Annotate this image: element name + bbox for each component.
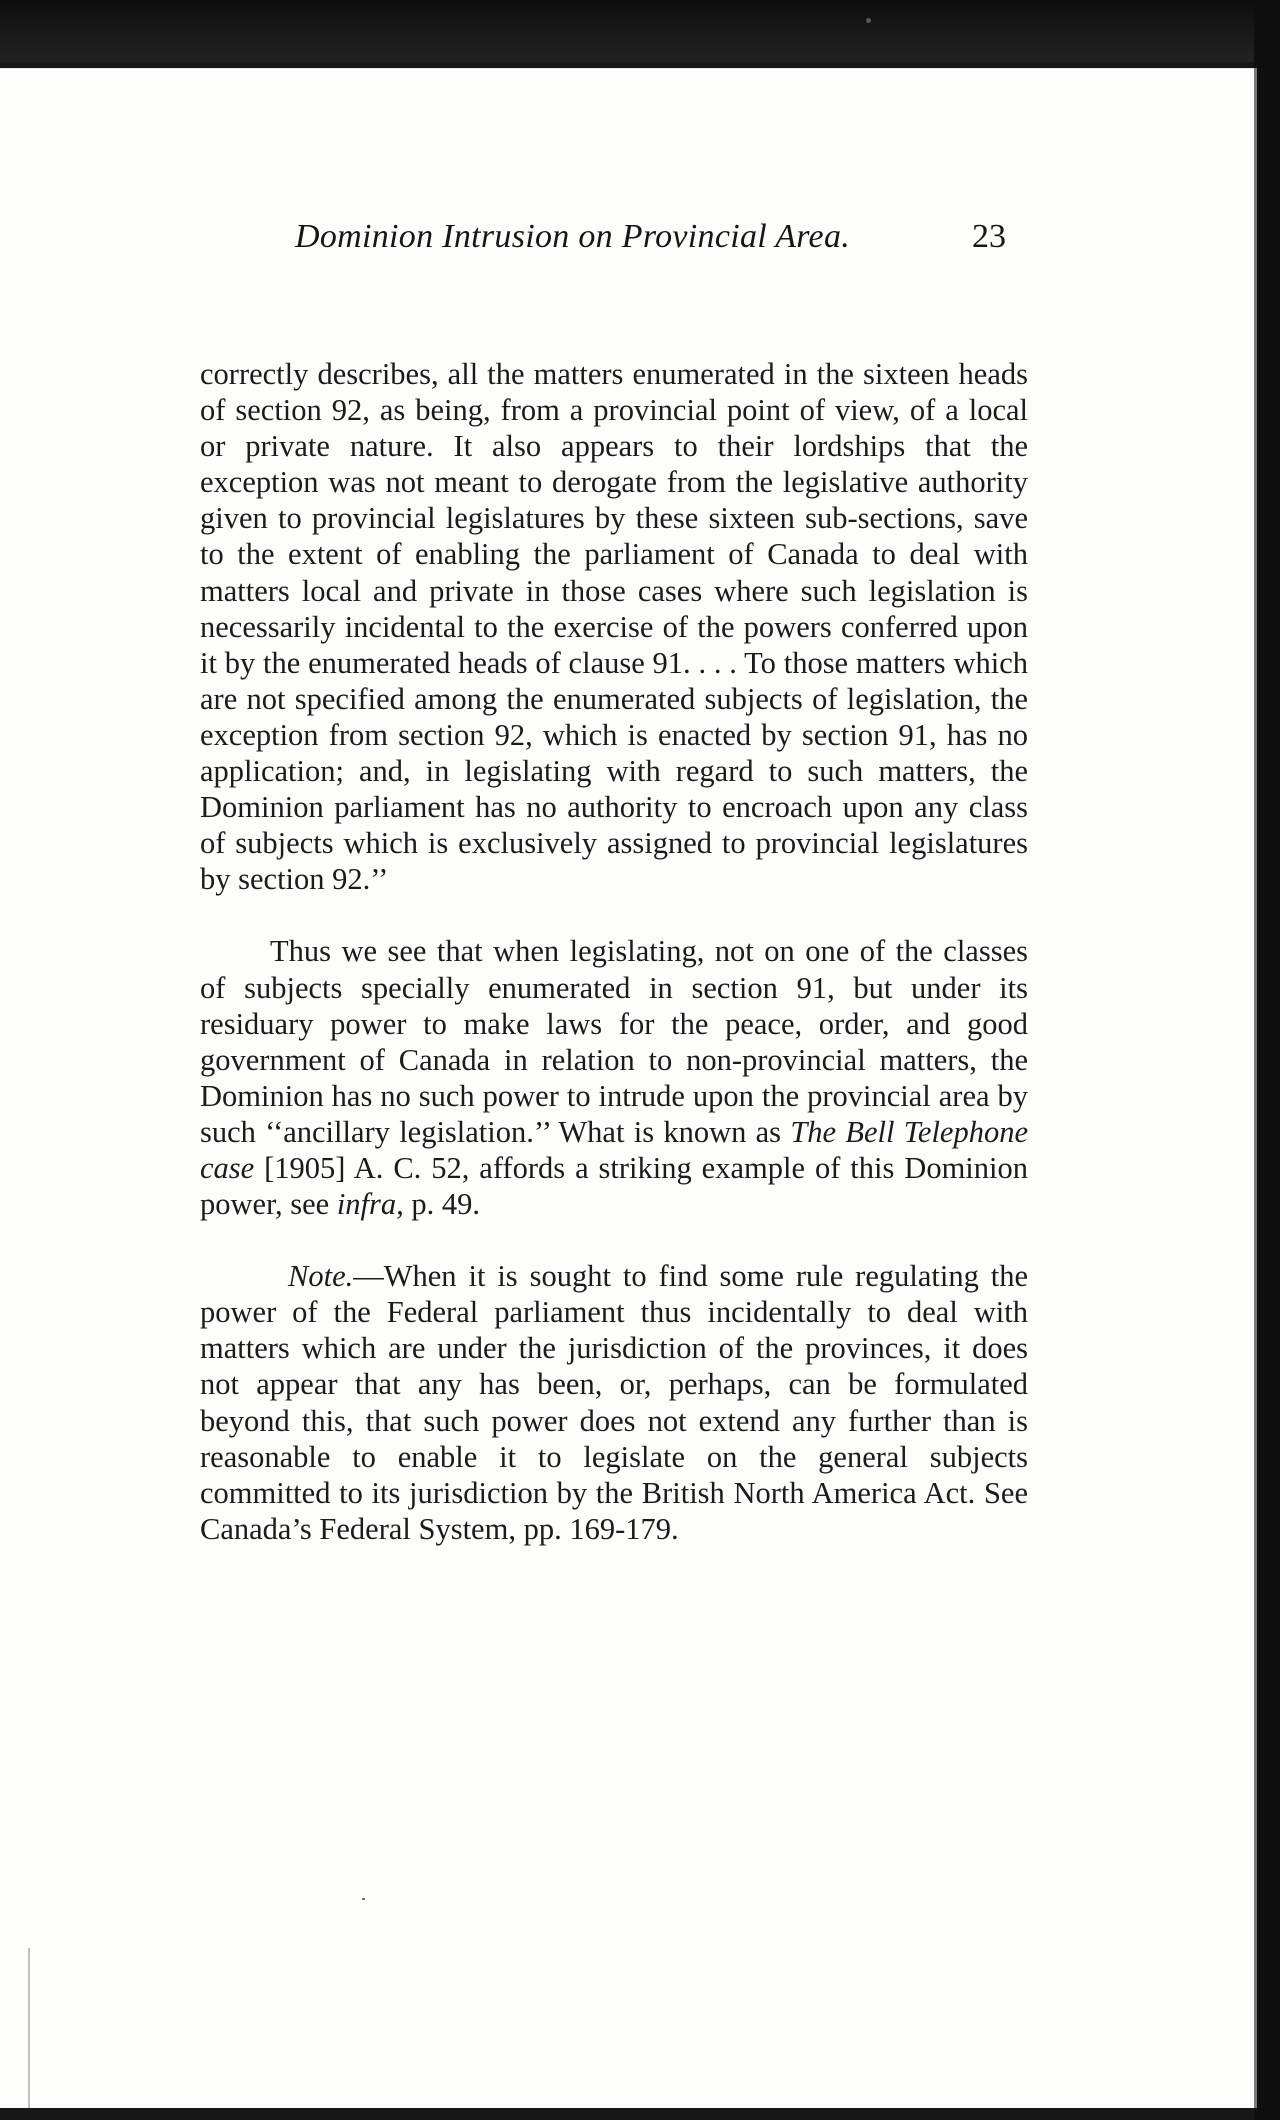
paragraph-quotation-continuation: [200, 356, 1028, 897]
gutter-shadow: [28, 1948, 30, 2108]
page-number: 23: [972, 218, 1006, 255]
body-text: [200, 356, 1028, 1547]
scan-speck: [866, 18, 871, 23]
scan-speck: [362, 1898, 365, 1900]
running-head: [200, 218, 1060, 270]
paragraph-text: Thus we see that when legislating, not on one of the classes of subjects specially enumerated in section 91, but under its residuary power to make laws for the peace, order, and good government of Canada in relation to non-provincial matters, the Dominion has no such power to intrude upon the provincial area by such ‘‘ancillary legislation.’’ What is known as: [200, 934, 1028, 1149]
paragraph-note: [200, 1258, 1028, 1547]
paragraph-text: p. 49.: [403, 1187, 481, 1222]
paragraph-commentary: [200, 933, 1028, 1222]
cross-reference: infra,: [336, 1187, 404, 1222]
paragraph-text: [1905] A. C. 52, affords a striking example of this Dominion power, see: [200, 1150, 1028, 1222]
case-name: The Bell Telephone case: [200, 1114, 1028, 1185]
scan-top-border: [0, 0, 1280, 62]
paragraph-text: correctly describes, all the matters enumerated in the sixteen heads of section 92, as being, from a provincial point of view, of a local or private nature. It also appears to their lordships that the exception was not meant to derogate from the legislative authority given to provincial legislatures by these sixteen sub-sections, save to the extent of enabling the parliament of Canada to deal with matters local and private in those cases where such legislation is necessarily incidental to the exercise of the powers conferred upon it by the enumerated heads of clause 91. . . . To those matters which are not specified among the enumerated subjects of legislation, the exception from section 92, which is enacted by section 91, has no application; and, in legislating with regard to such matters, the Dominion parliament has no authority to encroach upon any class of subjects which is exclusively assigned to provincial legislatures by section 92.’’: [200, 357, 1028, 897]
paragraph-text: —When it is sought to find some rule regulating the power of the Federal parliament thus incidentally to deal with matters which are under the jurisdiction of the provinces, it does not appear that any has been, or, perhaps, can be formulated beyond this, that such power does not extend any further than is reasonable to enable it to legislate on the general subjects committed to its jurisdiction by the British North America Act. See Canada’s Federal System, pp. 169-179.: [200, 1259, 1028, 1546]
scan-right-border: [1254, 0, 1280, 2120]
note-label: Note.: [288, 1259, 354, 1294]
running-head-title: Dominion Intrusion on Provincial Area.: [295, 218, 851, 255]
